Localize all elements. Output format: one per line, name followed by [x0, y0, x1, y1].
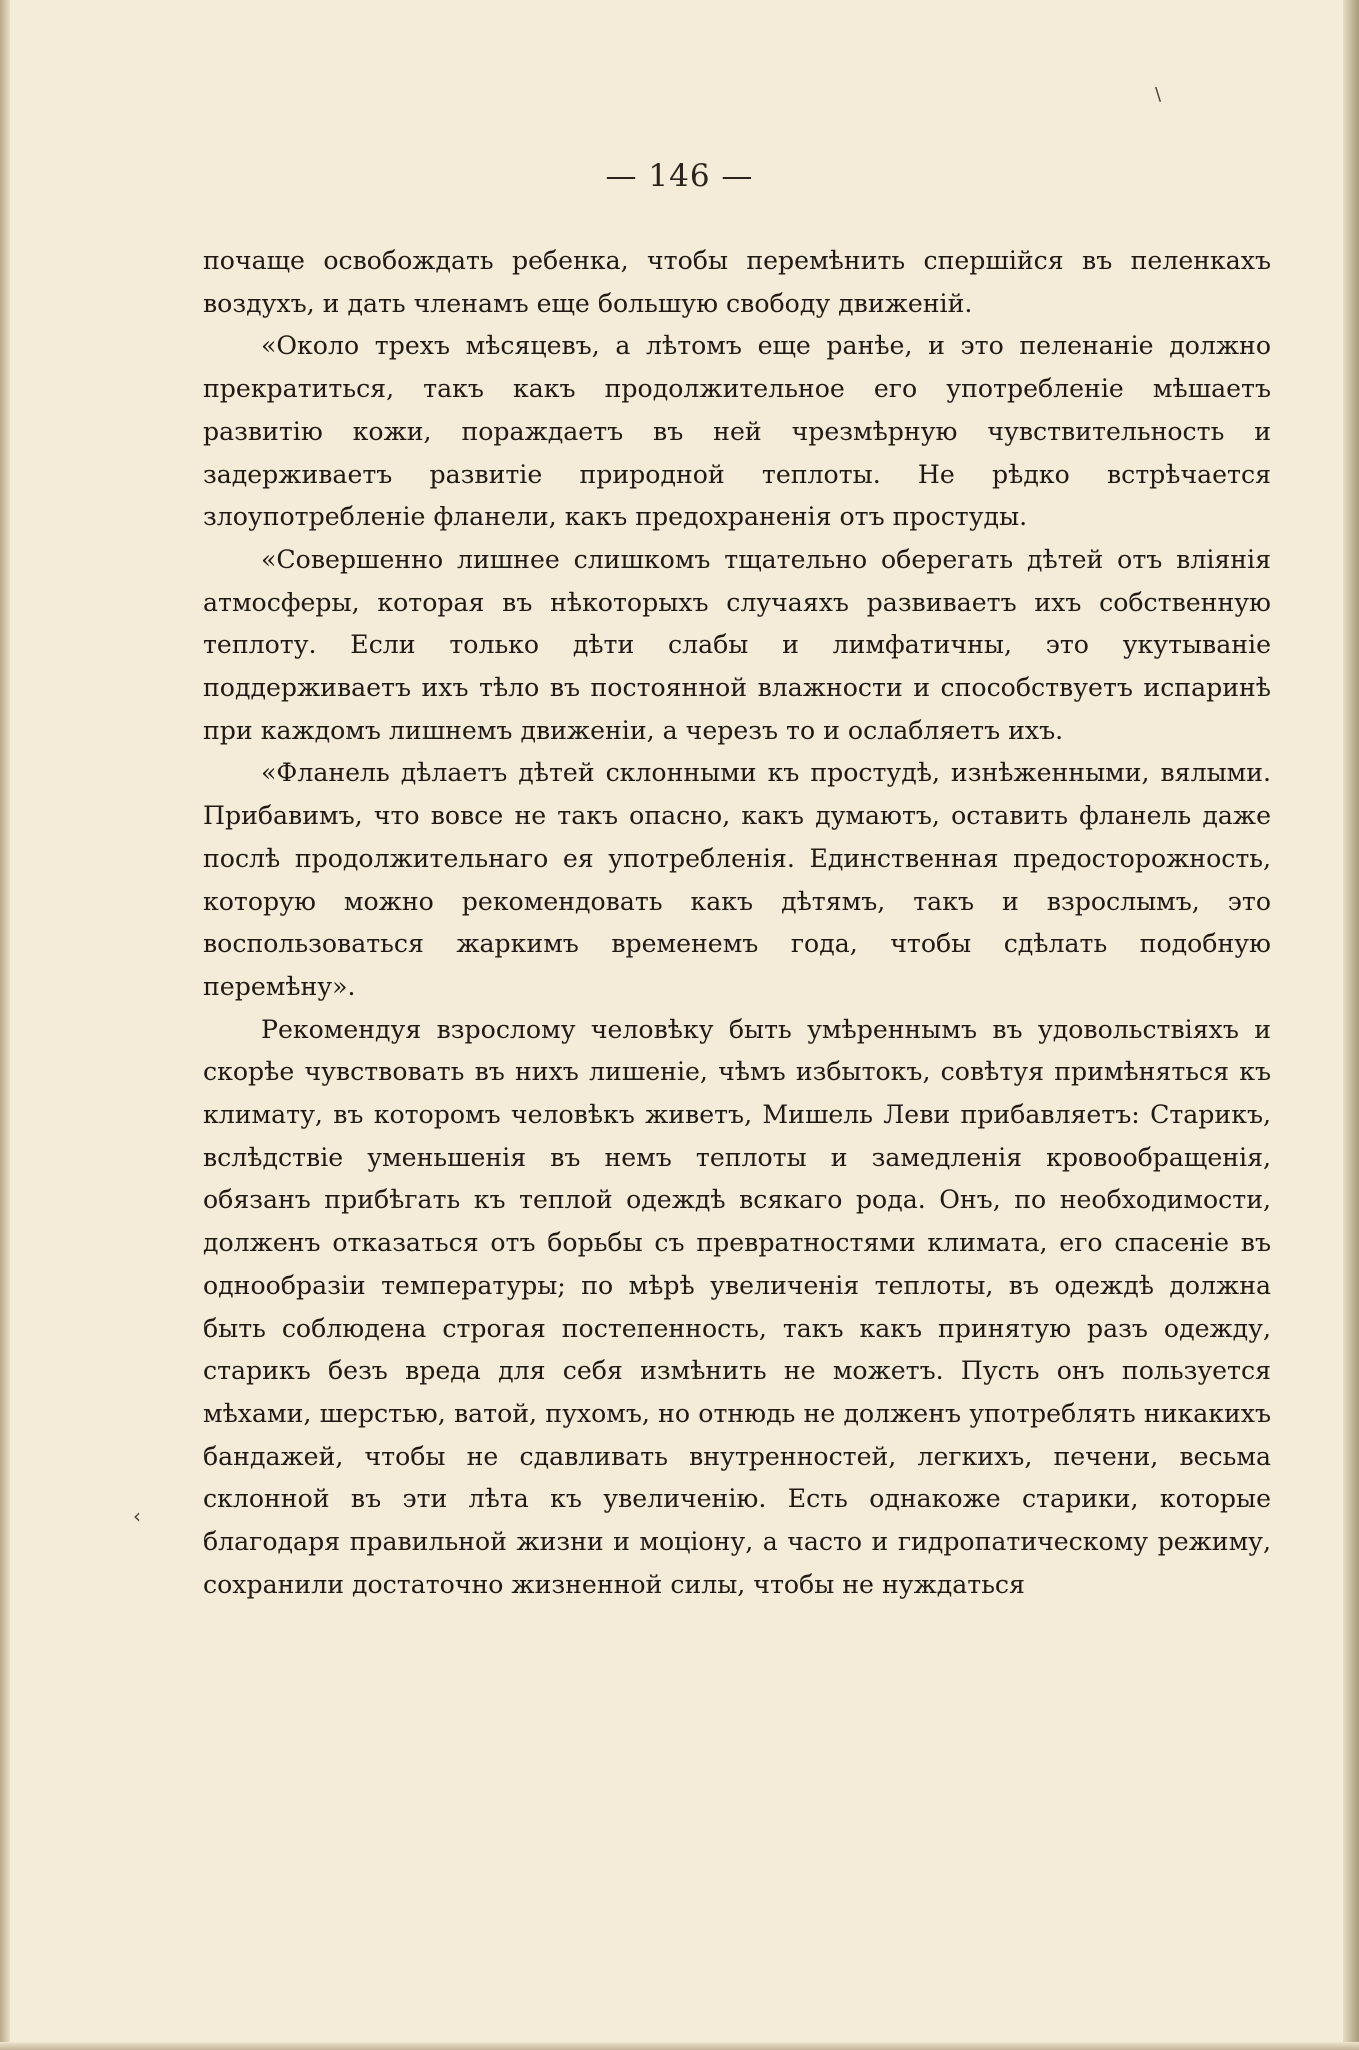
paragraph: «Совершенно лишнее слишкомъ тщательно оберегать дѣтей отъ вліянія атмосферы, которая въ нѣкоторыхъ случаяхъ развиваетъ ихъ собственную теплоту. Если только дѣти слабы и лимфатичны, это укутываніе поддерживаетъ ихъ тѣло въ постоянной влажности и способствуетъ испаринѣ при каждомъ лишнемъ движеніи, а черезъ то и ослабляетъ ихъ.: [203, 544, 1271, 745]
page-edge-right: [1343, 0, 1359, 2050]
ink-speck: ‹: [133, 1504, 141, 1528]
paragraph: почаще освобождать ребенка, чтобы перемѣнить спершійся въ пеленкахъ воздухъ, и дать членамъ еще большую свободу движеній.: [203, 246, 1271, 318]
paragraph: «Около трехъ мѣсяцевъ, а лѣтомъ еще ранѣе, и это пеленаніе должно прекратиться, такъ какъ продолжительное его употребленіе мѣшаетъ развитію кожи, пораждаетъ въ ней чрезмѣрную чувствительность и задерживаетъ развитіе природной теплоты. Не рѣдко встрѣчается злоупотребленіе фланели, какъ предохраненія отъ простуды.: [203, 331, 1271, 532]
ink-speck: \: [1155, 84, 1162, 105]
paragraph: Рекомендуя взрослому человѣку быть умѣреннымъ въ удовольствіяхъ и скорѣе чувствовать въ нихъ лишеніе, чѣмъ избытокъ, совѣтуя примѣняться къ климату, въ которомъ человѣкъ живетъ, Мишель Леви прибавляетъ: Старикъ, вслѣдствіе уменьшенія въ немъ теплоты и замедленія кровообращенія, обязанъ прибѣгать къ теплой одеждѣ всякаго рода. Онъ, по необходимости, долженъ отказаться отъ борьбы съ превратностями климата, его спасеніе въ однообразіи температуры; по мѣрѣ увеличенія теплоты, въ одеждѣ должна быть соблюдена строгая постепенность, такъ какъ принятую разъ одежду, старикъ безъ вреда для себя измѣнить не можетъ. Пусть онъ пользуется мѣхами, шерстью, ватой, пухомъ, но отнюдь не долженъ употреблять никакихъ бандажей, чтобы не сдавливать внутренностей, легкихъ, печени, весьма склонной въ эти лѣта къ увеличенію. Есть однакоже старики, которые благодаря правильной жизни и моціону, а часто и гидропатическому режиму, сохранили достаточно жизненной силы, чтобы не нуждаться: [203, 1014, 1271, 1599]
paragraph: «Фланель дѣлаетъ дѣтей склонными къ простудѣ, изнѣженными, вялыми. Прибавимъ, что вовсе не такъ опасно, какъ думаютъ, оставить фланель даже послѣ продолжительнаго ея употребленія. Единственная предосторожность, которую можно рекомендовать какъ дѣтямъ, такъ и взрослымъ, это воспользоваться жаркимъ временемъ года, чтобы сдѣлать подобную перемѣну».: [203, 758, 1271, 1001]
page-number: — 146 —: [605, 158, 754, 194]
body-text: [203, 240, 1271, 1607]
page-edge-left: [0, 0, 10, 2050]
page-edge-bottom: [0, 2042, 1359, 2050]
